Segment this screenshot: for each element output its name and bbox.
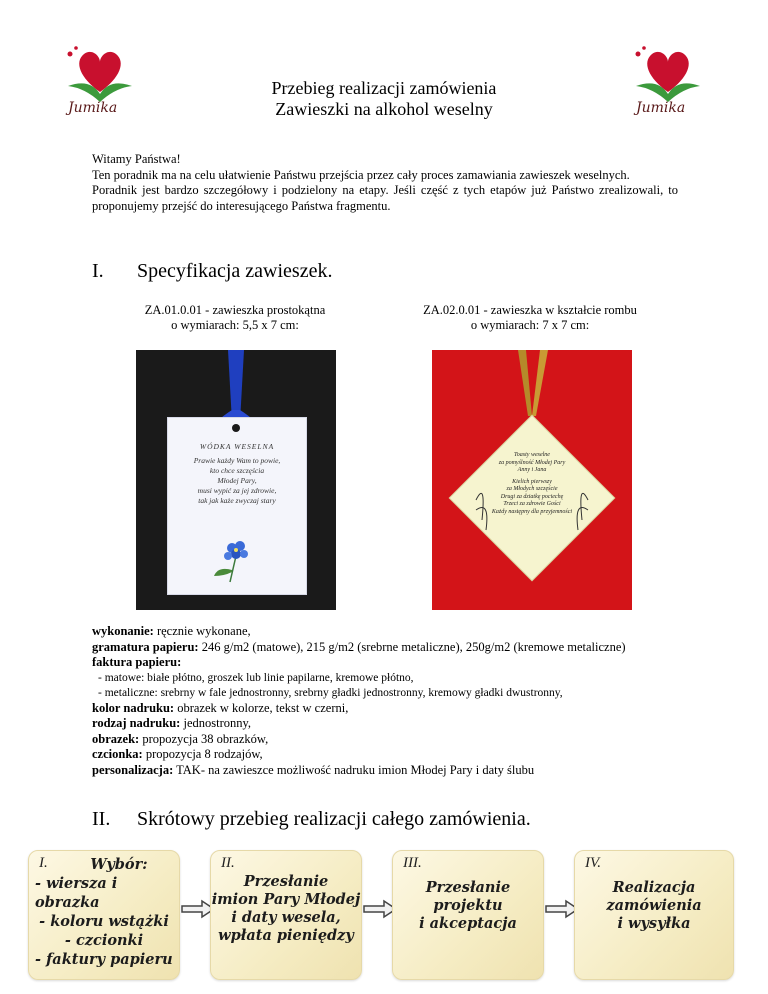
spec-label: rodzaj nadruku: (92, 716, 181, 730)
spec-value: jednostronny, (183, 716, 252, 730)
section-2-title: Skrótowy przebieg realizacji całego zamówienia. (137, 808, 531, 830)
logo-text: Jumika (68, 100, 118, 116)
spec-faktura (92, 655, 732, 671)
spec-kolor (92, 701, 732, 717)
step-2-text (211, 873, 361, 945)
product-2-photo (432, 350, 632, 610)
tag-line: Młodej Pary, (217, 476, 257, 485)
tag-line: musi wypić za jej zdrowie, (197, 486, 277, 495)
spec-list (92, 624, 732, 778)
spec-label: kolor nadruku: (92, 700, 175, 715)
logo-text: Jumika (636, 100, 686, 116)
step-number: IV. (585, 855, 601, 871)
spec-rodzaj (92, 716, 732, 732)
spec-value: propozycja 8 rodzajów, (145, 747, 263, 761)
page-title (0, 78, 768, 120)
title-line-2: Zawieszki na alkohol weselny (275, 99, 493, 119)
step-line: - faktury papieru (35, 951, 173, 968)
intro-line-2: Poradnik jest bardzo szczegółowy i podzielony na etapy. Jeśli część z tych etapów już Państwo zrealizowali, to proponujemy przejść do interesującego Państwa fragmentu. (92, 183, 678, 213)
step-2-box (210, 850, 362, 980)
intro-line-1: Ten poradnik ma na celu ułatwienie Państwu przejścia przez cały proces zamawiania zawieszek weselnych. (92, 167, 630, 182)
product-1-caption (100, 303, 370, 333)
tag-line: kto chce szczęścia (209, 466, 265, 475)
step-line: wpłata pieniędzy (218, 927, 354, 944)
section-1-number: I. (92, 260, 104, 282)
spec-value: 246 g/m2 (matowe), 215 g/m2 (srebrne metaliczne), 250g/m2 (kremowe metaliczne) (201, 639, 626, 654)
tag-line: Trzeci za zdrowie Gości (503, 501, 561, 507)
section-2-number: II. (92, 808, 111, 830)
spec-label: wykonanie: (92, 624, 154, 638)
step-line: i wysyłka (617, 915, 691, 932)
spec-gramatura (92, 640, 732, 656)
spec-wykonanie (92, 624, 732, 640)
caption-size: o wymiarach: 5,5 x 7 cm: (171, 318, 299, 332)
step-line: - koloru wstążki (39, 913, 169, 930)
spec-label: gramatura papieru: (92, 639, 199, 654)
title-line-1: Przebieg realizacji zamówienia (271, 78, 497, 98)
rect-tag-card (168, 418, 306, 594)
spec-value: propozycja 38 obrazków, (142, 731, 269, 746)
tag-line: Toasty weselne (514, 452, 550, 458)
step-line: - wiersza i obrazka (35, 875, 118, 911)
spec-faktura-metaliczne: - metaliczne: srebrny w fale jednostronny, srebrny gładki jednostronny, kremowy gładki dwustronny, (98, 686, 563, 699)
spec-faktura-matowe: - matowe: białe płótno, groszek lub linie papilarne, kremowe płótno, (98, 671, 414, 684)
intro-paragraph (92, 152, 678, 214)
ornament-icon (472, 470, 592, 540)
tag-line: Prawie każdy Wam to powie, (193, 456, 281, 465)
section-1-heading (0, 260, 768, 286)
step-4-text (575, 879, 733, 933)
step-1-box (28, 850, 180, 980)
greeting: Witamy Państwa! (92, 152, 181, 166)
spec-value: obrazek w kolorze, tekst w czerni, (177, 700, 349, 715)
tag-line: Anny i Jana (517, 467, 547, 473)
step-line: Realizacja (612, 879, 696, 896)
caption-size: o wymiarach: 7 x 7 cm: (470, 318, 590, 332)
spec-personalizacja (92, 763, 732, 779)
spec-label: faktura papieru: (92, 655, 182, 669)
spec-obrazek (92, 732, 732, 748)
step-line: projektu (433, 897, 503, 914)
step-number: I. (39, 855, 48, 871)
step-line: zamówienia (606, 897, 702, 914)
tag-line: za pomyślność Młodej Pary (498, 459, 566, 466)
step-3-box (392, 850, 544, 980)
step-3-text (393, 879, 543, 933)
step-line: Przesłanie (243, 873, 329, 890)
step-1-text (29, 855, 179, 969)
spec-label: czcionka: (92, 747, 143, 761)
step-line: - czcionki (64, 932, 144, 949)
step-number: II. (221, 855, 235, 871)
spec-label: personalizacja: (92, 762, 174, 777)
step-number: III. (403, 855, 422, 871)
spec-label: obrazek: (92, 731, 140, 746)
caption-code: ZA.02.0.01 - zawieszka w kształcie rombu (423, 303, 637, 317)
tag-line: Drugi za dziatkę pociechę (500, 493, 564, 500)
tag-line: tak jak każe zwyczaj stary (198, 496, 276, 505)
product-1-photo (136, 350, 336, 610)
flower-icon (208, 536, 264, 584)
step-line: Wybór: (90, 856, 148, 873)
tag-line: WÓDKA WESELNA (199, 442, 275, 451)
tag-line: Kielich pierwszy (512, 478, 552, 485)
step-line: Przesłanie (425, 879, 511, 896)
spec-value: TAK- na zawieszce możliwość nadruku imion Młodej Pary i daty ślubu (176, 762, 535, 777)
rect-tag-text (168, 442, 306, 506)
spec-value: ręcznie wykonane, (156, 624, 251, 638)
product-2-caption (380, 303, 680, 333)
tag-line: Każdy następny dla przyjemności (491, 508, 573, 515)
caption-code: ZA.01.0.01 - zawieszka prostokątna (144, 303, 326, 317)
step-line: i daty wesela, (231, 909, 341, 926)
tag-line: za Młodych szczęście (506, 486, 558, 492)
punch-hole (232, 424, 240, 432)
spec-czcionka (92, 747, 732, 763)
step-4-box (574, 850, 734, 980)
section-1-title: Specyfikacja zawieszek. (137, 260, 333, 282)
section-2-heading (0, 808, 768, 834)
step-line: imion Pary Młodej (211, 891, 361, 908)
step-line: i akceptacja (419, 915, 517, 932)
